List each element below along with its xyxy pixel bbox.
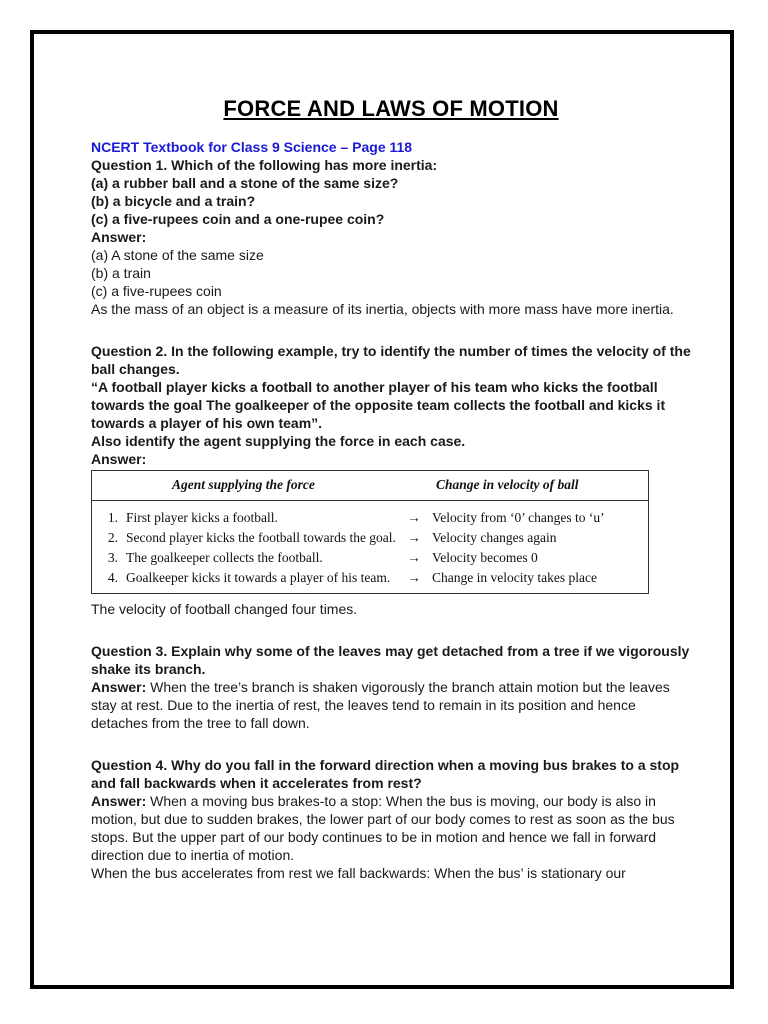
- q1-answer-label: Answer:: [91, 229, 147, 245]
- q1-option-c: (c) a five-rupees coin and a one-rupee coin?: [91, 211, 385, 227]
- source-reference: NCERT Textbook for Class 9 Science – Page 118: [91, 139, 413, 155]
- q1-explanation: As the mass of an object is a measure of its inertia, objects with more mass have more inertia.: [91, 301, 674, 317]
- table-row: [92, 548, 649, 568]
- q4-answer: [91, 792, 691, 864]
- table-row: [92, 568, 649, 594]
- row-change: Velocity changes again: [432, 530, 557, 545]
- row-change: Velocity becomes 0: [432, 550, 538, 565]
- row-change: Change in velocity takes place: [432, 570, 597, 585]
- arrow-icon: →: [407, 550, 421, 565]
- q1-option-a: (a) a rubber ball and a stone of the same size?: [91, 175, 399, 191]
- row-agent: The goalkeeper collects the football.: [126, 550, 323, 565]
- table-row: [92, 501, 649, 529]
- question-2: Question 2. In the following example, try to identify the number of times the velocity of the ball changes.: [91, 343, 691, 377]
- q2-quote: “A football player kicks a football to another player of his team who kicks the football towards the goal The goalkeeper of the opposite team collects the football and kicks it towards a player of his own team”.: [91, 379, 666, 431]
- row-change: Velocity from ‘0’ changes to ‘u’: [432, 510, 605, 525]
- q2-answer-label: Answer:: [91, 451, 147, 467]
- row-agent: First player kicks a football.: [126, 510, 278, 525]
- document-body: [91, 96, 691, 882]
- table-header-agent: Agent supplying the force: [92, 471, 401, 501]
- page-title: FORCE AND LAWS OF MOTION: [223, 96, 559, 121]
- question-1: Question 1. Which of the following has more inertia:: [91, 157, 438, 173]
- q3-answer-label: Answer:: [91, 679, 147, 695]
- q2-conclusion: The velocity of football changed four times.: [91, 601, 358, 617]
- arrow-icon: →: [407, 510, 421, 525]
- table-row: [92, 528, 649, 548]
- row-number: 4.: [107, 570, 118, 585]
- q2-also: Also identify the agent supplying the force in each case.: [91, 433, 466, 449]
- q3-answer: [91, 678, 691, 732]
- question-3: Question 3. Explain why some of the leaves may get detached from a tree if we vigorously shake its branch.: [91, 643, 690, 677]
- agent-force-table: [91, 470, 649, 594]
- row-number: 3.: [107, 550, 118, 565]
- row-agent: Goalkeeper kicks it towards a player of his team.: [126, 570, 391, 585]
- q3-answer-text: When the tree’s branch is shaken vigorously the branch attain motion but the leaves stay at rest. Due to the inertia of rest, the leaves tend to remain in its position and hence detaches from the tree to fall down.: [91, 679, 670, 731]
- q4-answer-text: When a moving bus brakes-to a stop: When the bus is moving, our body is also in motion, but due to sudden brakes, the lower part of our body comes to rest as soon as the bus stops. But the upper part of our body continues to be in motion and hence we fall in forward direction due to inertia of motion.: [91, 793, 675, 863]
- row-agent: Second player kicks the football towards the goal.: [126, 530, 396, 545]
- q1-option-b: (b) a bicycle and a train?: [91, 193, 256, 209]
- q1-answer-a: (a) A stone of the same size: [91, 247, 264, 263]
- arrow-icon: →: [407, 570, 421, 585]
- q4-answer-label: Answer:: [91, 793, 147, 809]
- q1-answer-b: (b) a train: [91, 265, 151, 281]
- q1-answer-c: (c) a five-rupees coin: [91, 283, 222, 299]
- question-4: Question 4. Why do you fall in the forward direction when a moving bus brakes to a stop and fall backwards when it accelerates from rest?: [91, 757, 680, 791]
- arrow-icon: →: [407, 530, 421, 545]
- table-header-change: Change in velocity of ball: [400, 471, 649, 501]
- row-number: 1.: [107, 510, 118, 525]
- q4-answer-continued: When the bus accelerates from rest we fall backwards: When the bus’ is stationary our: [91, 865, 626, 881]
- row-number: 2.: [107, 530, 118, 545]
